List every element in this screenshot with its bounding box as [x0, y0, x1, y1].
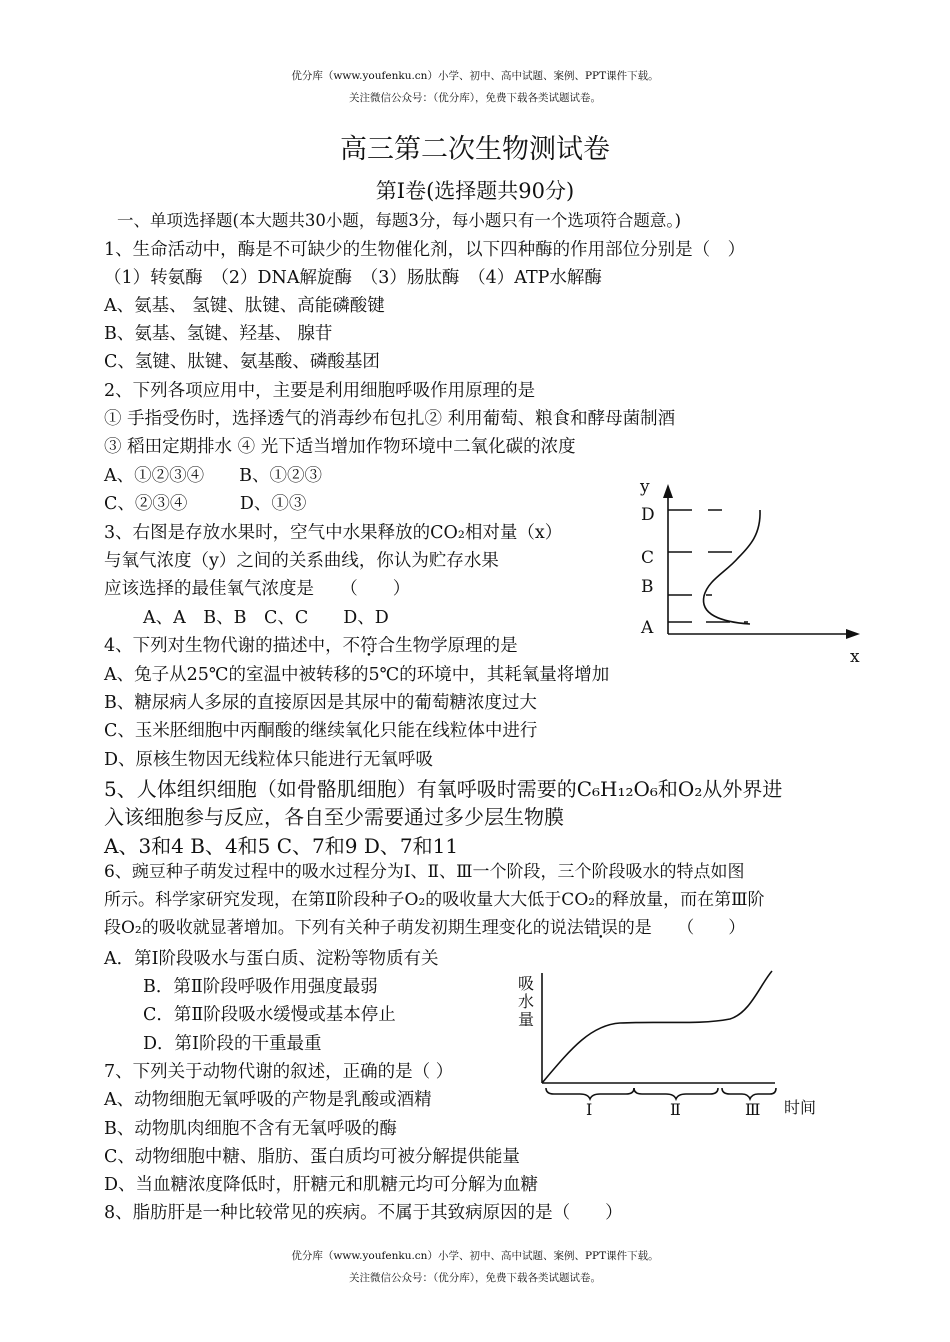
q3-line-2: 与氧气浓度（y）之间的关系曲线，你认为贮存水果: [104, 551, 499, 571]
graph2-y-label-2: 水: [518, 992, 535, 1011]
footer-line-1: 优分库（www.youfenku.cn）小学、初中、高中试题、案例、PPT课件下载。: [291, 1250, 659, 1262]
q6-line-3-post: 的是 （ ）: [617, 918, 746, 938]
q1-items: （1）转氨酶 （2）DNA解旋酶 （3）肠肽酶 （4）ATP水解酶: [104, 268, 602, 288]
instruction: 一、单项选择题(本大题共30小题，每题3分，每小题只有一个选项符合题意。): [117, 211, 682, 230]
q4-option-b: B、糖尿病人多尿的直接原因是其尿中的葡萄糖浓度过大: [104, 693, 537, 713]
q7-option-a: A、动物细胞无氧呼吸的产物是乳酸或酒精: [104, 1090, 432, 1110]
q7-option-c: C、动物细胞中糖、脂肪、蛋白质均可被分解提供能量: [104, 1147, 520, 1167]
graph2-y-label-3: 量: [518, 1010, 535, 1029]
q1-option-a: A、氨基、 氢键、肽键、高能磷酸键: [104, 296, 385, 316]
graph2-brace-1: [546, 1088, 634, 1099]
graph2-stage-3: Ⅲ: [745, 1100, 761, 1119]
q4-option-a: A、兔子从25℃的室温中被转移的5℃的环境中，其耗氧量将增加: [104, 665, 610, 685]
graph2-stage-1: Ⅰ: [586, 1100, 593, 1119]
graph1-y-arrow: [663, 484, 673, 498]
q3-line-3: 应该选择的最佳氧气浓度是 （ ）: [104, 579, 411, 599]
q6-option-a: A．第Ⅰ阶段吸水与蛋白质、淀粉等物质有关: [104, 949, 439, 969]
q1-option-c: C、氢键、肽键、氨基酸、磷酸基团: [104, 352, 380, 372]
q7-option-b: B、动物肌肉细胞不含有无氧呼吸的酶: [104, 1119, 397, 1139]
q6-line-3-pre: 段O₂的吸收就显著增加。下列有关种子萌发初期生理变化的说法: [104, 918, 584, 938]
graph2-y-label-1: 吸: [518, 974, 535, 993]
q4-stem-emphasis: 不符合: [342, 636, 396, 656]
header-line-1: 优分库（www.youfenku.cn）小学、初中、高中试题、案例、PPT课件下载。: [291, 70, 659, 82]
footer-line-2: 关注微信公众号：（优分库），免费下载各类试题试卷。: [349, 1272, 601, 1284]
q4-stem: [104, 632, 518, 657]
q6-option-b: B．第Ⅱ阶段呼吸作用强度最弱: [143, 977, 378, 997]
q6-line-3: [104, 913, 745, 938]
q6-option-d: D．第Ⅰ阶段的干重最重: [143, 1034, 322, 1054]
q2-items-2: ③ 稻田定期排水 ④ 光下适当增加作物环境中二氧化碳的浓度: [104, 437, 576, 457]
q6-line-2: 所示。科学家研究发现，在第Ⅱ阶段种子O₂的吸收量大大低于CO₂的释放量，而在第Ⅲ阶: [104, 890, 765, 910]
q1-option-b: B、氨基、氢键、羟基、 腺苷: [104, 324, 333, 344]
q2-options-ab: A、①②③④ B、①②③: [104, 466, 322, 486]
co2-oxygen-graph: [630, 472, 870, 672]
q4-option-c: C、玉米胚细胞中丙酮酸的继续氧化只能在线粒体中进行: [104, 721, 538, 741]
graph2-brace-2: [634, 1088, 718, 1099]
q1-stem: 1、生命活动中，酶是不可缺少的生物催化剂，以下四种酶的作用部位分别是（ ）: [104, 240, 746, 260]
q6-line-1: 6、豌豆种子萌发过程中的吸水过程分为Ⅰ、Ⅱ、Ⅲ一个阶段，三个阶段吸水的特点如图: [104, 862, 745, 882]
graph1-label-d: D: [641, 505, 655, 525]
q2-items-1: ① 手指受伤时，选择透气的消毒纱布包扎② 利用葡萄、粮食和酵母菌制酒: [104, 409, 676, 429]
q7-stem: 7、下列关于动物代谢的叙述，正确的是（ ）: [104, 1062, 454, 1082]
graph1-x-arrow: [846, 629, 860, 639]
graph1-x-axis-label: x: [850, 647, 860, 667]
q5-line-1: 5、人体组织细胞（如骨骼肌细胞）有氧呼吸时需要的C₆H₁₂O₆和O₂从外界进: [104, 777, 783, 801]
section-title: 第Ⅰ卷(选择题共90分): [375, 179, 575, 203]
q4-option-d: D、原核生物因无线粒体只能进行无氧呼吸: [104, 750, 434, 770]
q6-line-3-emphasis: 错误: [583, 918, 618, 938]
q6-option-c: C．第Ⅱ阶段吸水缓慢或基本停止: [143, 1005, 396, 1025]
header-line-2: 关注微信公众号：（优分库），免费下载各类试题试卷。: [349, 92, 601, 104]
q4-stem-pre: 4、下列对生物代谢的描述中，: [104, 636, 343, 656]
q7-option-d: D、当血糖浓度降低时，肝糖元和肌糖元均可分解为血糖: [104, 1175, 539, 1195]
page-title: 高三第二次生物测试卷: [340, 134, 610, 165]
graph2-x-label: 时间: [784, 1098, 817, 1117]
graph1-label-b: B: [641, 577, 654, 597]
q4-stem-post: 生物学原理的是: [395, 636, 518, 656]
q2-stem: 2、下列各项应用中，主要是利用细胞呼吸作用原理的是: [104, 381, 536, 401]
graph1-curve: [703, 510, 760, 624]
q2-options-cd: C、②③④ D、①③: [104, 494, 307, 514]
graph1-label-a: A: [641, 618, 654, 638]
graph2-brace-3: [722, 1088, 776, 1099]
q8-stem: 8、脂肪肝是一种比较常见的疾病。不属于其致病原因的是（ ）: [104, 1203, 623, 1223]
water-absorption-graph: [510, 955, 840, 1130]
q3-line-1: 3、右图是存放水果时，空气中水果释放的CO₂相对量（x）: [104, 523, 563, 543]
q3-options: A、A B、B C、C D、D: [143, 608, 389, 628]
q5-options: A、3和4 B、4和5 C、7和9 D、7和11: [104, 834, 459, 858]
graph1-y-axis-label: y: [640, 477, 650, 497]
graph1-label-c: C: [641, 548, 655, 568]
graph2-stage-2: Ⅱ: [670, 1100, 681, 1119]
graph2-curve: [542, 971, 772, 1083]
q5-line-2: 入该细胞参与反应，各自至少需要通过多少层生物膜: [104, 805, 564, 829]
